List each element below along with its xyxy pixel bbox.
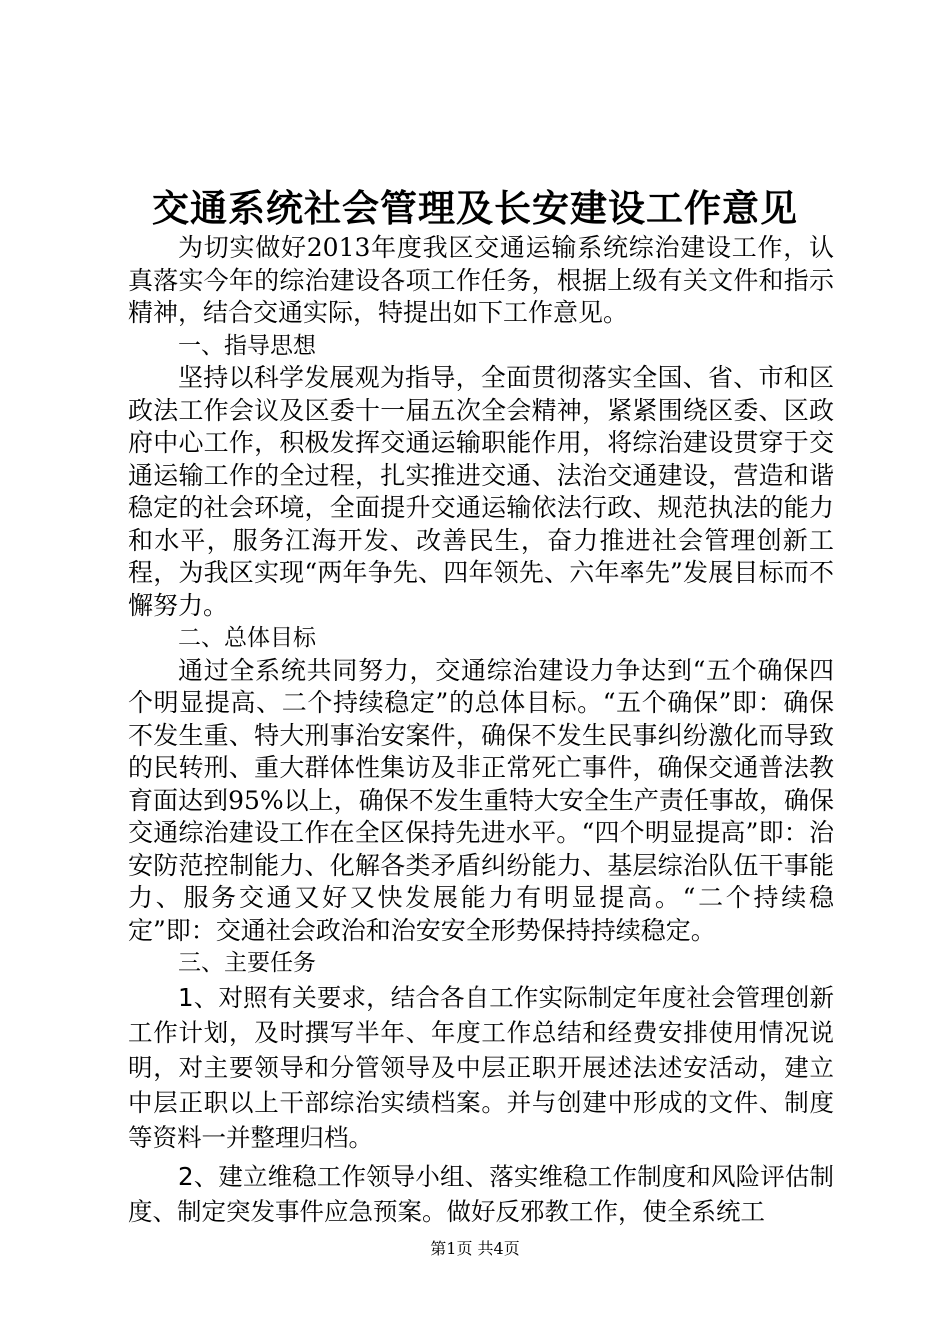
section-paragraph-guiding-ideology: 坚持以科学发展观为指导，全面贯彻落实全国、省、市和区政法工作会议及区委十一届五次全会精神，紧紧围绕区委、区政府中心工作，积极发挥交通运输职能作用，将综治建设贯穿于交通运输工作的全过程，扎实推进交通、法治交通建设，营造和谐稳定的社会环境，全面提升交通运输依法行政、规范执法的能力和水平，服务江海开发、改善民生，奋力推进社会管理创新工程，为我区实现“两年争先、四年领先、六年率先”发展目标而不懈努力。: [128, 363, 834, 620]
task-1-plain-text: 并与创建中形成的文件、制度等资料一并整理归档。: [128, 1087, 835, 1152]
section-paragraph-overall-goal: 通过全系统共同努力，交通综治建设力争达到“五个确保四个明显提高、二个持续稳定”的总体目标。“五个确保”即：确保不发生重、特大刑事治安案件，确保不发生民事纠纷激化而导致的民转刑、重大群体性集访及非正常死亡事件，确保交通普法教育面达到95%以上，确保不发生重特大安全生产责任事故，确保交通综治建设工作在全区保持先进水平。“四个明显提高”即：治安防范控制能力、化解各类矛盾纠纷能力、基层综治队伍干事能力、服务交通又好又快发展能力有明显提高。“二个持续稳定”即：交通社会政治和治安安全形势保持持续稳定。: [128, 655, 834, 945]
document-title: 交通系统社会管理及长安建设工作意见: [152, 187, 798, 230]
task-2-plain-text: 做好反邪教工作，使全系统工: [446, 1196, 765, 1226]
task-item-2: [128, 1159, 834, 1229]
page-number-footer: 第1页 共4页: [430, 1239, 520, 1258]
task-2-bold-text: 2、建立维稳工作领导小组、落实维稳工作制度和风险评估制度、制定突发事件应急预案。: [128, 1161, 834, 1226]
section-heading-overall-goal: 二、总体目标: [178, 625, 316, 651]
task-1-bold-text: 1、对照有关要求，结合各自工作实际制定年度社会管理创新工作计划，及时撰写半年、年度工作总结和经费安排使用情况说明，对主要领导和分管领导及中层正职开展述法述安活动，建立中层正职以上干部综治实绩档案。: [128, 982, 834, 1117]
section-heading-guiding-ideology: 一、指导思想: [178, 332, 316, 359]
section-heading-main-tasks: 三、主要任务: [178, 950, 316, 976]
document-body: [128, 232, 834, 1229]
task-item-1: [128, 980, 834, 1155]
intro-paragraph: 为切实做好2013年度我区交通运输系统综治建设工作，认真落实今年的综治建设各项工作任务，根据上级有关文件和指示精神，结合交通实际，特提出如下工作意见。: [128, 233, 834, 327]
